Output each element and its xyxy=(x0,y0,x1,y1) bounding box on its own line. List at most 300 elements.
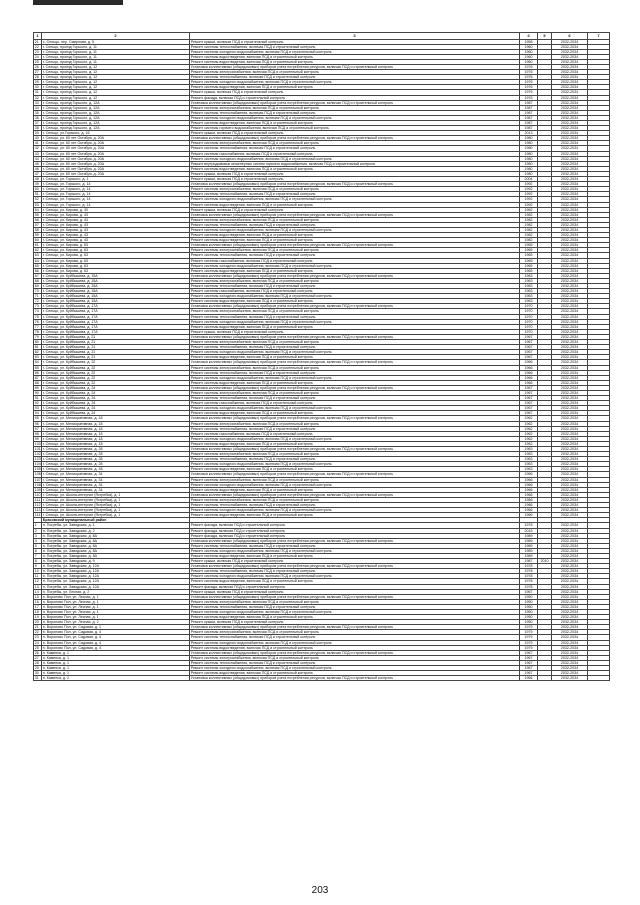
row-number: 99 xyxy=(34,436,42,441)
work-type-cell: Ремонт системы электроснабжения, включая ПСД и строительный контроль xyxy=(190,390,520,395)
row-number: 36 xyxy=(34,115,42,120)
header-col-5: 5 xyxy=(538,33,552,40)
year-built-cell: 1967 xyxy=(520,650,538,655)
address-cell: г. Сельцо, проезд Горького, д. 12А xyxy=(42,110,190,115)
work-type-cell: Ремонт системы холодного водоснабжения, включая ПСД и строительный контроль xyxy=(190,319,520,324)
year-built-cell: 1980 xyxy=(520,166,538,171)
row-number: 64 xyxy=(34,258,42,263)
address-cell: г. Сельцо, ул. Куйбышева, д. 24 xyxy=(42,396,190,401)
row-number: 65 xyxy=(34,263,42,268)
row-number: 93 xyxy=(34,406,42,411)
period-cell: 2032-2034 xyxy=(552,355,588,360)
work-type-cell: Ремонт системы электроснабжения, включая ПСД и строительный контроль xyxy=(190,70,520,75)
year-built-cell: 1979 xyxy=(520,630,538,635)
address-cell: г. Сельцо, ул. Мелиоративная, д. 34 xyxy=(42,482,190,487)
row-number: 95 xyxy=(34,416,42,421)
work-type-cell: Ремонт системы водоотведения, включая ПСД и строительный контроль xyxy=(190,411,520,416)
row-number: 13 xyxy=(34,584,42,589)
work-type-cell: Ремонт системы водоотведения, включая ПСД и строительный контроль xyxy=(190,553,520,558)
row-number: 90 xyxy=(34,390,42,395)
period-cell: 2032-2034 xyxy=(552,202,588,207)
year-built-cell: 1967 xyxy=(520,660,538,665)
address-cell: г. Сельцо, ул. Куйбышева, д. 17А xyxy=(42,329,190,334)
work-type-cell: Ремонт системы холодного водоснабжения, включая ПСД и строительный контроль xyxy=(190,227,520,232)
period-cell: 2032-2034 xyxy=(552,350,588,355)
work-type-cell: Ремонт системы холодного водоснабжения, включая ПСД и строительный контроль xyxy=(190,197,520,202)
year-built-cell: 1987 xyxy=(520,105,538,110)
period-cell: 2032-2034 xyxy=(552,222,588,227)
address-cell: г. Сельцо, ул. Мелиоративная, д. 34 xyxy=(42,477,190,482)
year-built-cell: 1970 xyxy=(520,329,538,334)
period-cell: 2032-2034 xyxy=(552,161,588,166)
year-built-cell: 1962 xyxy=(520,436,538,441)
row-number: 77 xyxy=(34,324,42,329)
year-built-cell: 1966 xyxy=(520,477,538,482)
period-cell: 2032-2034 xyxy=(552,650,588,655)
period-cell: 2032-2034 xyxy=(552,676,588,681)
address-cell: г. Сельцо, ул. Горького, д. 14 xyxy=(42,202,190,207)
year-built-cell: 1987 xyxy=(520,100,538,105)
work-type-cell: Ремонт системы водоотведения, включая ПСД и строительный контроль xyxy=(190,59,520,64)
year-built-cell: 1978 xyxy=(520,579,538,584)
row-number: 26 xyxy=(34,64,42,69)
address-cell: г. Сельцо, ул. Куйбышева, д. 17А xyxy=(42,304,190,309)
year-built-cell: 1967 xyxy=(520,350,538,355)
work-type-cell: Ремонт системы холодного водоснабжения, включая ПСД и строительный контроль xyxy=(190,115,520,120)
period-cell: 2032-2034 xyxy=(552,217,588,222)
row-number: 42 xyxy=(34,146,42,151)
address-cell: г. Сельцо, проезд Горького, д. 12А xyxy=(42,121,190,126)
address-cell: п. Вороново Пол, ул. Садовая, д. 4 xyxy=(42,630,190,635)
year-built-cell: 1976 xyxy=(520,90,538,95)
period-cell: 2032-2034 xyxy=(552,131,588,136)
row-number: 62 xyxy=(34,248,42,253)
address-cell: п. Погребы, ул. Заводская, д. 1 xyxy=(42,523,190,528)
period-cell: 2032-2034 xyxy=(552,548,588,553)
period-cell: 2032-2034 xyxy=(552,141,588,146)
address-cell: г. Сельцо, ул. Кирова, д. 63 xyxy=(42,263,190,268)
year-built-cell: 1967 xyxy=(520,385,538,390)
work-type-cell: Ремонт системы теплоснабжения, включая ПСД и строительный контроль xyxy=(190,110,520,115)
year-built-cell: 1967 xyxy=(520,396,538,401)
work-type-cell: Установка коллективных (общедомовых) приборов учета потребления ресурсов, включая ПСД и строительный контроль xyxy=(190,64,520,69)
year-built-cell: 1987 xyxy=(520,110,538,115)
work-type-cell: Ремонт системы теплоснабжения, включая ПСД и строительный контроль xyxy=(190,75,520,80)
address-cell: г. Сельцо, ул. Кирова, д. 43 xyxy=(42,212,190,217)
row-number: 43 xyxy=(34,151,42,156)
period-cell: 2032-2034 xyxy=(552,289,588,294)
work-type-cell: Ремонт системы теплоснабжения, включая ПСД и строительный контроль xyxy=(190,660,520,665)
last-repair-cell: 2010 xyxy=(538,559,552,564)
address-cell: г. Сельцо, ул. 60 лет Октября, д. 20А xyxy=(42,151,190,156)
period-cell: 2032-2034 xyxy=(552,375,588,380)
period-cell: 2032-2034 xyxy=(552,553,588,558)
year-built-cell: 1966 xyxy=(520,676,538,681)
address-cell: г. Сельцо, проезд Горького, д. 11 xyxy=(42,49,190,54)
period-cell: 2032-2034 xyxy=(552,401,588,406)
period-cell: 2032-2034 xyxy=(552,90,588,95)
work-type-cell: Ремонт системы холодного водоснабжения, включая ПСД и строительный контроль xyxy=(190,263,520,268)
work-type-cell: Установка коллективных (общедомовых) приборов учета потребления ресурсов, включая ПСД и строительный контроль xyxy=(190,538,520,543)
work-type-cell: Ремонт системы электроснабжения, включая ПСД и строительный контроль xyxy=(190,497,520,502)
year-built-cell: 1962 xyxy=(520,207,538,212)
work-type-cell: Ремонт фасада, включая ПСД и строительный контроль xyxy=(190,523,520,528)
period-cell: 2032-2034 xyxy=(552,497,588,502)
year-built-cell: 1966 xyxy=(520,380,538,385)
year-built-cell: 1950 xyxy=(520,620,538,625)
year-built-cell: 1992 xyxy=(520,192,538,197)
period-cell: 2032-2034 xyxy=(552,411,588,416)
address-cell: г. Сельцо, проезд Горького, д. 11 xyxy=(42,44,190,49)
row-number: 50 xyxy=(34,187,42,192)
row-number: 68 xyxy=(34,278,42,283)
row-number: 24 xyxy=(34,640,42,645)
year-built-cell: 1978 xyxy=(520,574,538,579)
work-type-cell: Установка коллективных (общедомовых) приборов учета потребления ресурсов, включая ПСД и строительный контроль xyxy=(190,212,520,217)
work-type-cell: Ремонт системы теплоснабжения, включая ПСД и строительный контроль xyxy=(190,503,520,508)
period-cell: 2032-2034 xyxy=(552,314,588,319)
row-number: 48 xyxy=(34,177,42,182)
period-cell: 2032-2034 xyxy=(552,462,588,467)
address-cell: г. Сельцо, ул. Школа-интернат (Ястребка), д. 1 xyxy=(42,513,190,518)
address-cell: Брасовский муниципальный район xyxy=(42,518,190,523)
work-type-cell: Ремонт крыши, включая ПСД и строительный контроль xyxy=(190,329,520,334)
work-type-cell: Ремонт системы водоотведения, включая ПСД и строительный контроль xyxy=(190,487,520,492)
year-built-cell: 1950 xyxy=(520,594,538,599)
work-type-cell: Установка коллективных (общедомовых) приборов учета потребления ресурсов, включая ПСД и строительный контроль xyxy=(190,650,520,655)
year-built-cell: 1992 xyxy=(520,197,538,202)
header-col-6: 6 xyxy=(552,33,588,40)
work-type-cell: Установка коллективных (общедомовых) приборов учета потребления ресурсов, включая ПСД и строительный контроль xyxy=(190,100,520,105)
row-number: 79 xyxy=(34,334,42,339)
row-number: 98 xyxy=(34,431,42,436)
year-built-cell: 1965 xyxy=(520,248,538,253)
address-cell: г. Сельцо, ул. Мелиоративная, д. 28 xyxy=(42,467,190,472)
period-cell: 2032-2034 xyxy=(552,233,588,238)
period-cell: 2032-2034 xyxy=(552,340,588,345)
work-type-cell: Установка коллективных (общедомовых) приборов учета потребления ресурсов, включая ПСД и строительный контроль xyxy=(190,385,520,390)
row-number: 29 xyxy=(34,80,42,85)
row-number: 28 xyxy=(34,75,42,80)
year-built-cell: 1967 xyxy=(520,401,538,406)
year-built-cell: 1966 xyxy=(520,365,538,370)
year-built-cell: 1966 xyxy=(520,487,538,492)
row-number: 78 xyxy=(34,329,42,334)
row-number: 7 xyxy=(34,553,42,558)
work-type-cell: Ремонт системы теплоснабжения, включая ПСД и строительный контроль xyxy=(190,426,520,431)
address-cell: г. Сельцо, ул. Куйбышева, д. 21 xyxy=(42,345,190,350)
address-cell: п. Каменка, д. 2 xyxy=(42,676,190,681)
year-built-cell: 1950 xyxy=(520,599,538,604)
period-cell: 2032-2034 xyxy=(552,472,588,477)
period-cell: 2032-2034 xyxy=(552,452,588,457)
address-cell: г. Сельцо, ул. Мелиоративная, д. 18 xyxy=(42,416,190,421)
period-cell: 2032-2034 xyxy=(552,620,588,625)
row-number: 41 xyxy=(34,141,42,146)
work-type-cell: Ремонт системы электроснабжения, включая ПСД и строительный контроль xyxy=(190,309,520,314)
address-cell: г. Сельцо, ул. Мелиоративная, д. 18 xyxy=(42,426,190,431)
note-cell xyxy=(588,676,610,681)
address-cell: п. Погребы, ул. Заводская, д. 8А xyxy=(42,543,190,548)
address-cell: г. Сельцо, ул. Куйбышева, д. 15А xyxy=(42,284,190,289)
year-built-cell: 1982 xyxy=(520,217,538,222)
work-type-cell: Ремонт системы водоотведения, включая ПСД и строительный контроль xyxy=(190,579,520,584)
year-built-cell: 1965 xyxy=(520,243,538,248)
address-cell: г. Сельцо, ул. Кирова, д. 43 xyxy=(42,238,190,243)
period-cell: 2032-2034 xyxy=(552,171,588,176)
address-cell: г. Сельцо, ул. Кирова, д. 63 xyxy=(42,258,190,263)
period-cell: 2032-2034 xyxy=(552,309,588,314)
period-cell: 2032-2034 xyxy=(552,238,588,243)
row-number: 46 xyxy=(34,166,42,171)
address-cell: п. Вороново Пол, ул. Садовая, д. 4 xyxy=(42,635,190,640)
header-col-2: 2 xyxy=(42,33,190,40)
address-cell: г. Сельцо, ул. Куйбышева, д. 21 xyxy=(42,340,190,345)
work-type-cell: Установка коллективных (общедомовых) приборов учета потребления ресурсов, включая ПСД и строительный контроль xyxy=(190,472,520,477)
year-built-cell: 1965 xyxy=(520,253,538,258)
work-type-cell: Ремонт фасада, включая ПСД и строительный контроль xyxy=(190,95,520,100)
row-number: 61 xyxy=(34,243,42,248)
row-number: 51 xyxy=(34,192,42,197)
address-cell: г. Сельцо, ул. Мелиоративная, д. 34 xyxy=(42,487,190,492)
work-type-cell: Ремонт системы электроснабжения, включая ПСД и строительный контроль xyxy=(190,599,520,604)
address-cell: г. Сельцо, ул. Горького, д. 1 xyxy=(42,177,190,182)
row-number: 11 xyxy=(34,574,42,579)
period-cell: 2032-2034 xyxy=(552,182,588,187)
row-number: 110 xyxy=(34,492,41,497)
row-number: 38 xyxy=(34,126,42,131)
period-cell: 2032-2034 xyxy=(552,523,588,528)
row-number: 31 xyxy=(34,90,42,95)
work-type-cell: Ремонт системы водоотведения, включая ПСД и строительный контроль xyxy=(190,299,520,304)
address-cell: п. Погребы, ул. Заводская, д. 8А xyxy=(42,538,190,543)
year-built-cell: 1982 xyxy=(520,238,538,243)
year-built-cell: 1960 xyxy=(520,44,538,49)
address-cell: п. Погребы, ул. Заводская, д. 12А xyxy=(42,564,190,569)
address-cell: г. Сельцо, ул. Куйбышева, д. 22 xyxy=(42,380,190,385)
period-cell: 2032-2034 xyxy=(552,253,588,258)
address-cell: п. Погребы, ул. Заводская, д. 9 xyxy=(42,559,190,564)
period-cell: 2032-2034 xyxy=(552,166,588,171)
period-cell: 2032-2034 xyxy=(552,431,588,436)
period-cell: 2032-2034 xyxy=(552,49,588,54)
work-type-cell: Ремонт системы теплоснабжения, включая ПСД и строительный контроль xyxy=(190,44,520,49)
period-cell: 2032-2034 xyxy=(552,187,588,192)
row-number: 54 xyxy=(34,207,42,212)
work-type-cell: Установка коллективных (общедомовых) приборов учета потребления ресурсов, включая ПСД и строительный контроль xyxy=(190,182,520,187)
row-number: 70 xyxy=(34,289,42,294)
year-built-cell: 1967 xyxy=(520,406,538,411)
work-type-cell: Ремонт фасада, включая ПСД и строительный контроль xyxy=(190,584,520,589)
row-number: 102 xyxy=(34,452,41,457)
year-built-cell: 1950 xyxy=(520,615,538,620)
row-number: 111 xyxy=(34,497,41,502)
address-cell: п. Вороново Пол, ул. Садовая, д. 4 xyxy=(42,640,190,645)
period-cell: 2032-2034 xyxy=(552,227,588,232)
address-cell: г. Сельцо, проезд Горького, д. 12 xyxy=(42,90,190,95)
address-cell: г. Сельцо, ул. Мелиоративная, д. 18 xyxy=(42,421,190,426)
row-number: 32 xyxy=(34,95,42,100)
year-built-cell: 1967 xyxy=(520,355,538,360)
period-cell: 2032-2034 xyxy=(552,426,588,431)
row-number: 27 xyxy=(34,70,42,75)
last-repair-cell xyxy=(538,676,552,681)
address-cell: г. Сельцо, ул. Мелиоративная, д. 18 xyxy=(42,441,190,446)
address-cell: г. Сельцо, ул. Куйбышева, д. 24 xyxy=(42,401,190,406)
row-number: 81 xyxy=(34,345,42,350)
year-built-cell: 1976 xyxy=(520,85,538,90)
row-number: 27 xyxy=(34,655,42,660)
year-built-cell: 1962 xyxy=(520,421,538,426)
address-cell: п. Вороново Пол, ул. Лесная, д. 1 xyxy=(42,599,190,604)
year-built-cell: 1992 xyxy=(520,187,538,192)
period-cell: 2032-2034 xyxy=(552,380,588,385)
year-built-cell: 1976 xyxy=(520,95,538,100)
address-cell: г. Сельцо, проезд Горького, д. 12 xyxy=(42,64,190,69)
work-type-cell: Ремонт системы электроснабжения, включая ПСД и строительный контроль xyxy=(190,421,520,426)
row-number: 52 xyxy=(34,197,42,202)
year-built-cell: 1965 xyxy=(520,263,538,268)
address-cell: г. Сельцо, ул. 60 лет Октября, д. 20А xyxy=(42,156,190,161)
work-type-cell: Ремонт системы водоотведения, включая ПСД и строительный контроль xyxy=(190,645,520,650)
period-cell: 2032-2034 xyxy=(552,126,588,131)
work-type-cell: Ремонт системы теплоснабжения, включая ПСД и строительный контроль xyxy=(190,635,520,640)
period-cell: 2032-2034 xyxy=(552,640,588,645)
row-number: 66 xyxy=(34,268,42,273)
address-cell: г. Сельцо, ул. Мелиоративная, д. 28 xyxy=(42,447,190,452)
year-built-cell: 1966 xyxy=(520,360,538,365)
work-type-cell: Ремонт системы холодного водоснабжения, включая ПСД и строительный контроль xyxy=(190,482,520,487)
row-number: 47 xyxy=(34,171,42,176)
period-cell: 2032-2034 xyxy=(552,589,588,594)
row-number: 60 xyxy=(34,238,42,243)
year-built-cell: 1960 xyxy=(520,49,538,54)
address-cell: г. Сельцо, проезд Горького, д. 11 xyxy=(42,59,190,64)
address-cell: г. Сельцо, проезд Горького, д. 11 xyxy=(42,54,190,59)
period-cell: 2032-2034 xyxy=(552,492,588,497)
work-type-cell: Ремонт системы теплоснабжения, включая ПСД и строительный контроль xyxy=(190,253,520,258)
year-built-cell: 1963 xyxy=(520,462,538,467)
row-number: 23 xyxy=(34,49,42,54)
table-row xyxy=(34,676,610,681)
year-built-cell: 1970 xyxy=(520,314,538,319)
year-built-cell: 1963 xyxy=(520,294,538,299)
address-cell: г. Сельцо, ул. Кирова, д. 43 xyxy=(42,227,190,232)
period-cell: 2032-2034 xyxy=(552,503,588,508)
work-type-cell: Ремонт системы теплоснабжения, включая ПСД и строительный контроль xyxy=(190,396,520,401)
work-type-cell: Ремонт системы газоснабжения, включая ПСД и строительный контроль xyxy=(190,289,520,294)
year-built-cell: 1989 xyxy=(520,538,538,543)
year-built-cell: 1967 xyxy=(520,390,538,395)
year-built-cell: 1950 xyxy=(520,604,538,609)
address-cell: г. Сельцо, проезд Горького, д. 12 xyxy=(42,85,190,90)
work-type-cell: Ремонт системы холодного водоснабжения, включая ПСД и строительный контроль xyxy=(190,375,520,380)
year-built-cell: 1989 xyxy=(520,548,538,553)
address-cell: г. Сельцо, ул. Куйбышева, д. 22 xyxy=(42,360,190,365)
row-number: 76 xyxy=(34,319,42,324)
period-cell: 2032-2034 xyxy=(552,370,588,375)
work-type-cell: Установка коллективных (общедомовых) приборов учета потребления ресурсов, включая ПСД и строительный контроль xyxy=(190,416,520,421)
address-cell: г. Сельцо, ул. Кирова, д. 63 xyxy=(42,268,190,273)
year-built-cell: 1970 xyxy=(520,319,538,324)
period-cell: 2032-2034 xyxy=(552,59,588,64)
year-built-cell: 1966 xyxy=(520,370,538,375)
year-built-cell: 1963 xyxy=(520,289,538,294)
address-cell: п. Каменка, д. 1 xyxy=(42,666,190,671)
period-cell: 2032-2034 xyxy=(552,467,588,472)
work-type-cell: Ремонт системы холодного водоснабжения, включая ПСД и строительный контроль xyxy=(190,462,520,467)
address-cell: г. Сельцо, ул. Куйбышева, д. 22 xyxy=(42,375,190,380)
work-type-cell: Ремонт системы электроснабжения, включая ПСД и строительный контроль xyxy=(190,477,520,482)
address-cell: г. Сельцо, ул. Куйбышева, д. 22 xyxy=(42,370,190,375)
period-cell: 2032-2034 xyxy=(552,136,588,141)
address-cell: п. Вороново Пол, ул. Лесная, д. 1 xyxy=(42,615,190,620)
row-number: 22 xyxy=(34,44,42,49)
address-cell: г. Сельцо, ул. Мелиоративная, д. 34 xyxy=(42,472,190,477)
address-cell: г. Сельцо, ул. Кирова, д. 63 xyxy=(42,248,190,253)
year-built-cell: 1967 xyxy=(520,411,538,416)
period-cell: 2032-2034 xyxy=(552,482,588,487)
row-number: 40 xyxy=(34,136,42,141)
address-cell: г. Сельцо, ул. Школа-интернат (Ястребка), д. 1 xyxy=(42,508,190,513)
year-built-cell: 1980 xyxy=(520,151,538,156)
work-type-cell: Ремонт системы водоотведения, включая ПСД и строительный контроль xyxy=(190,268,520,273)
period-cell: 2032-2034 xyxy=(552,655,588,660)
address-cell: п. Погребы, ул. Заводская, д. 12А xyxy=(42,569,190,574)
row-number: 85 xyxy=(34,365,42,370)
year-built-cell: 1976 xyxy=(520,64,538,69)
period-cell: 2032-2034 xyxy=(552,416,588,421)
address-cell: г. Сельцо, ул. 60 лет Октября, д. 20А xyxy=(42,171,190,176)
year-built-cell: 1965 xyxy=(520,258,538,263)
year-built-cell: 1963 xyxy=(520,457,538,462)
year-built-cell: 1966 xyxy=(520,472,538,477)
year-built-cell: 1970 xyxy=(520,304,538,309)
period-cell: 2032-2034 xyxy=(552,304,588,309)
period-cell: 2032-2034 xyxy=(552,477,588,482)
row-number: 109 xyxy=(34,487,41,492)
year-built-cell: 1960 xyxy=(520,59,538,64)
period-cell: 2032-2034 xyxy=(552,528,588,533)
period-cell: 2032-2034 xyxy=(552,299,588,304)
row-number: 83 xyxy=(34,355,42,360)
row-number: 92 xyxy=(34,401,42,406)
period-cell: 2032-2034 xyxy=(552,421,588,426)
period-cell: 2032-2034 xyxy=(552,513,588,518)
year-built-cell: 1966 xyxy=(520,513,538,518)
year-built-cell: 1967 xyxy=(520,589,538,594)
year-built-cell: 1963 xyxy=(520,278,538,283)
row-number: 49 xyxy=(34,182,42,187)
row-number: 9 xyxy=(34,564,42,569)
work-type-cell: Ремонт системы водоотведения, включая ПСД и строительный контроль xyxy=(190,238,520,243)
address-cell: г. Сельцо, ул. Кирова, д. 43 xyxy=(42,233,190,238)
row-number: 104 xyxy=(34,462,41,467)
period-cell: 2032-2034 xyxy=(552,151,588,156)
row-number: 94 xyxy=(34,411,42,416)
row-number: 17 xyxy=(34,604,42,609)
work-type-cell: Установка коллективных (общедомовых) приборов учета потребления ресурсов, включая ПСД и строительный контроль xyxy=(190,625,520,630)
row-number: 31 xyxy=(34,676,42,681)
period-cell: 2032-2034 xyxy=(552,243,588,248)
period-cell: 2032-2034 xyxy=(552,615,588,620)
work-type-cell: Установка коллективных (общедомовых) приборов учета потребления ресурсов, включая ПСД и строительный контроль xyxy=(190,594,520,599)
work-type-cell: Ремонт системы теплоснабжения, включая ПСД и строительный контроль xyxy=(190,192,520,197)
row-number: 86 xyxy=(34,370,42,375)
address-cell: г. Сельцо, ул. Куйбышева, д. 15А xyxy=(42,299,190,304)
period-cell: 2032-2034 xyxy=(552,75,588,80)
row-number: 107 xyxy=(34,477,41,482)
